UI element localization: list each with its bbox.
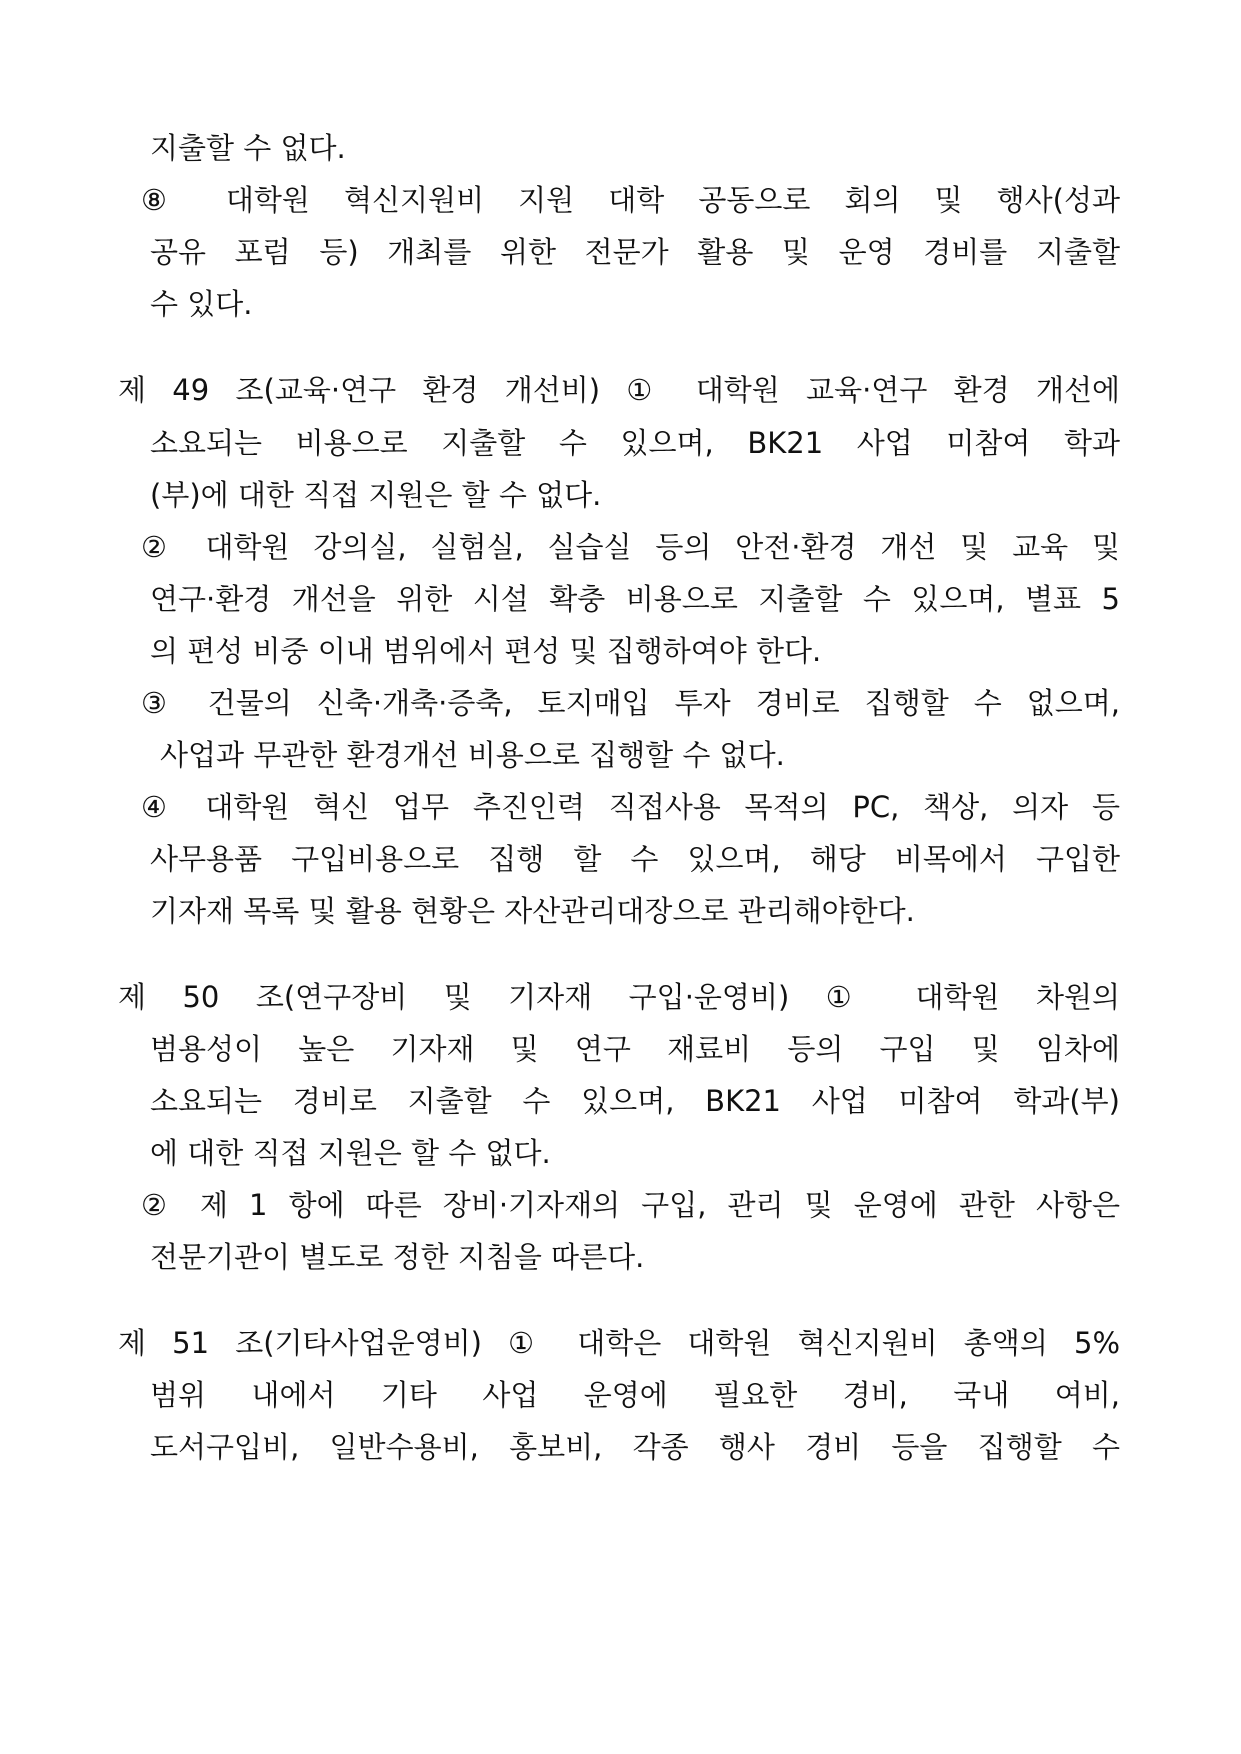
paragraph-line: 범용성이 높은 기자재 및 연구 재료비 등의 구입 및 임차에 [150,1032,1120,1066]
article-51-line: 제 51 조(기타사업운영비) ① 대학은 대학원 혁신지원비 총액의 5% [118,1326,1120,1360]
paragraph-line: 공유 포럼 등) 개최를 위한 전문가 활용 및 운영 경비를 지출할 [150,235,1120,269]
paragraph-line: 도서구입비, 일반수용비, 홍보비, 각종 행사 경비 등을 집행할 수 [150,1430,1120,1464]
paragraph-line: 사업과 무관한 환경개선 비용으로 집행할 수 없다. [160,738,785,772]
paragraph-line: 연구·환경 개선을 위한 시설 확충 비용으로 지출할 수 있으며, 별표 5 [150,582,1120,616]
paragraph-line: 수 있다. [150,287,253,321]
paragraph-line: 소요되는 비용으로 지출할 수 있으며, BK21 사업 미참여 학과 [150,426,1120,460]
paragraph-line: 에 대한 직접 지원은 할 수 없다. [150,1136,551,1170]
paragraph-line: ④ 대학원 혁신 업무 추진인력 직접사용 목적의 PC, 책상, 의자 등 [141,790,1120,824]
paragraph-line: ② 대학원 강의실, 실험실, 실습실 등의 안전·환경 개선 및 교육 및 [141,530,1120,564]
paragraph-line: 기자재 목록 및 활용 현황은 자산관리대장으로 관리해야한다. [150,894,915,928]
paragraph-line: 지출할 수 없다. [150,131,346,165]
article-50-line: 제 50 조(연구장비 및 기자재 구입·운영비) ① 대학원 차원의 [118,980,1120,1014]
paragraph-line: ② 제 1 항에 따른 장비·기자재의 구입, 관리 및 운영에 관한 사항은 [141,1188,1120,1222]
paragraph-line: ⑧ 대학원 혁신지원비 지원 대학 공동으로 회의 및 행사(성과 [141,183,1120,217]
paragraph-line: 범위 내에서 기타 사업 운영에 필요한 경비, 국내 여비, [150,1378,1120,1412]
paragraph-line: ③ 건물의 신축·개축·증축, 토지매입 투자 경비로 집행할 수 없으며, [141,686,1120,720]
paragraph-line: 의 편성 비중 이내 범위에서 편성 및 집행하여야 한다. [150,634,822,668]
paragraph-line: (부)에 대한 직접 지원은 할 수 없다. [150,478,602,512]
paragraph-line: 전문기관이 별도로 정한 지침을 따른다. [150,1240,645,1274]
paragraph-line: 소요되는 경비로 지출할 수 있으며, BK21 사업 미참여 학과(부) [150,1084,1120,1118]
paragraph-line: 사무용품 구입비용으로 집행 할 수 있으며, 해당 비목에서 구입한 [150,842,1120,876]
article-49-line: 제 49 조(교육·연구 환경 개선비) ① 대학원 교육·연구 환경 개선에 [118,373,1120,407]
